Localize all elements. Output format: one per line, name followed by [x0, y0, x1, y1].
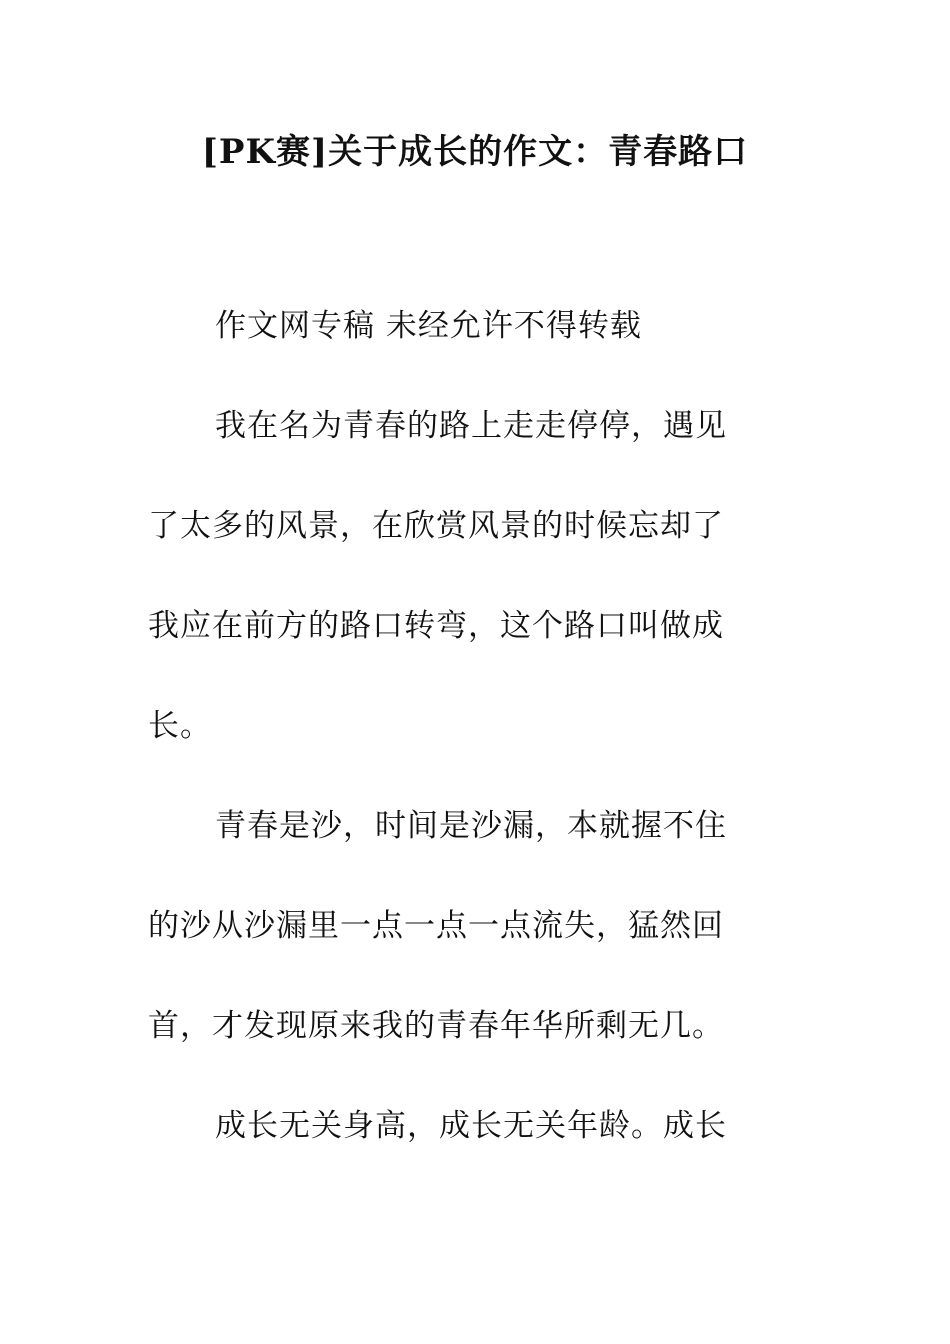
paragraph-line: 的沙从沙漏里一点一点一点流失，猛然回 — [148, 908, 724, 944]
paragraph-line: 我在名为青春的路上走走停停，遇见 — [215, 408, 727, 444]
source-note: 作文网专稿 未经允许不得转载 — [215, 308, 642, 344]
paragraph-line: 长。 — [148, 708, 212, 744]
document-title: [PK赛]关于成长的作文：青春路口 — [201, 132, 749, 172]
paragraph-line: 首，才发现原来我的青春年华所剩无几。 — [148, 1008, 724, 1044]
paragraph-line: 青春是沙，时间是沙漏，本就握不住 — [215, 808, 727, 844]
paragraph-line: 成长无关身高，成长无关年龄。成长 — [215, 1108, 727, 1144]
paragraph-line: 我应在前方的路口转弯，这个路口叫做成 — [148, 608, 724, 644]
paragraph-line: 了太多的风景，在欣赏风景的时候忘却了 — [148, 508, 724, 544]
